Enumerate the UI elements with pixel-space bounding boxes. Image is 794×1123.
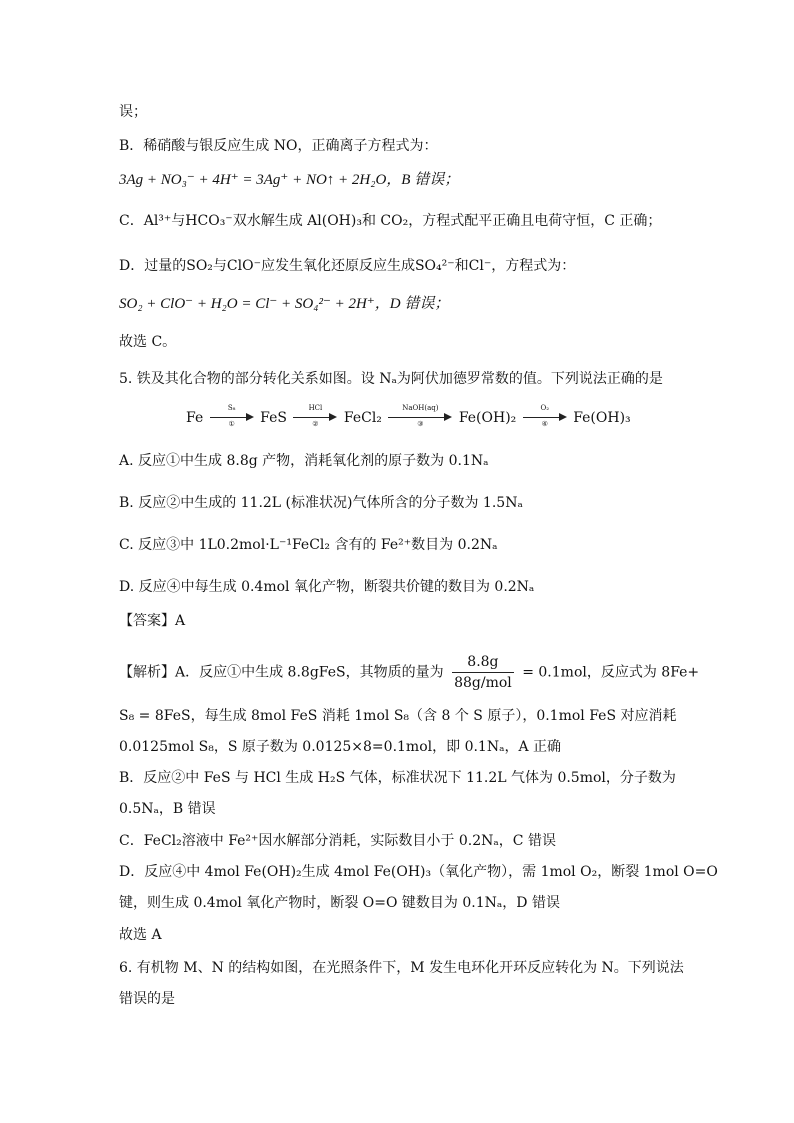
- explanation-line: B．反应②中 FeS 与 HCl 生成 H₂S 气体，标准状况下 11.2L 气体为 0.5mol，分子数为: [119, 770, 676, 786]
- explanation-line: [119, 652, 699, 693]
- reaction-arrow-3: [388, 404, 452, 428]
- explanation-text: 【解析】A．反应①中生成 8.8gFeS，其物质的量为: [119, 664, 444, 681]
- scheme-species: FeCl₂: [343, 410, 382, 426]
- equation-line: 3Ag + NO₃⁻ + 4H⁺ = 3Ag⁺ + NO↑ + 2H₂O，B 错误；: [119, 172, 460, 188]
- fraction: [452, 652, 514, 693]
- explanation-line: 故选 A: [119, 927, 162, 943]
- scheme-species: Fe: [186, 410, 204, 426]
- explanation-line: S₈ = 8FeS，每生成 8mol FeS 消耗 1mol S₈（含 8 个 S 原子），0.1mol FeS 对应消耗: [119, 708, 677, 724]
- answer-label: 【答案】A: [119, 613, 186, 629]
- arrow-step-number: ③: [417, 420, 424, 428]
- reaction-arrow-1: [210, 404, 254, 428]
- arrow-shaft: [293, 417, 331, 418]
- arrow-step-number: ①: [228, 420, 235, 428]
- reaction-arrow-2: [293, 404, 337, 428]
- explanation-line: 0.0125mol S₈，S 原子数为 0.0125×8=0.1mol，即 0.1Nₐ，A 正确: [119, 739, 562, 755]
- text-line: B．稀硝酸与银反应生成 NO，正确离子方程式为：: [119, 138, 438, 154]
- arrow-shaft: [523, 417, 561, 418]
- explanation-line: 0.5Nₐ，B 错误: [119, 801, 216, 817]
- explanation-text: = 0.1mol，反应式为 8Fe+: [522, 664, 700, 681]
- text-line: C．Al³⁺与HCO₃⁻双水解生成 Al(OH)₃和 CO₂，方程式配平正确且电荷守恒，C 正确；: [119, 213, 662, 229]
- fraction-numerator: 8.8g: [452, 652, 514, 673]
- question-6-stem: 错误的是: [119, 991, 175, 1007]
- question-5-stem: 5. 铁及其化合物的部分转化关系如图。设 Nₐ为阿伏加德罗常数的值。下列说法正确的是: [119, 371, 663, 387]
- fraction-denominator: 88g/mol: [454, 675, 512, 691]
- arrow-step-number: ②: [312, 420, 319, 428]
- arrow-reagent: O₂: [540, 404, 550, 412]
- option-c: C. 反应③中 1L0.2mol·L⁻¹FeCl₂ 含有的 Fe²⁺数目为 0.2Nₐ: [119, 537, 498, 553]
- reaction-arrow-4: [523, 404, 567, 428]
- arrow-shaft: [210, 417, 248, 418]
- text-line: 误；: [119, 104, 147, 120]
- scheme-species: Fe(OH)₂: [458, 410, 517, 426]
- explanation-line: 键，则生成 0.4mol 氧化产物时，断裂 O=O 键数目为 0.1Nₐ，D 错误: [119, 895, 560, 911]
- equation-line: SO₂ + ClO⁻ + H₂O = Cl⁻ + SO₄²⁻ + 2H⁺，D 错误；: [119, 296, 450, 312]
- arrow-reagent: HCl: [308, 404, 323, 412]
- text-line: 故选 C。: [119, 334, 177, 350]
- reaction-scheme: [186, 404, 631, 428]
- text-line: D．过量的SO₂与ClO⁻应发生氧化还原反应生成SO₄²⁻和Cl⁻，方程式为：: [119, 258, 576, 274]
- option-d: D. 反应④中每生成 0.4mol 氧化产物，断裂共价键的数目为 0.2Nₐ: [119, 579, 535, 595]
- scheme-species: Fe(OH)₃: [573, 410, 631, 426]
- arrow-shaft: [388, 417, 446, 418]
- arrow-reagent: S₈: [227, 404, 236, 412]
- explanation-line: D．反应④中 4mol Fe(OH)₂生成 4mol Fe(OH)₃（氧化产物），需 1mol O₂，断裂 1mol O=O: [119, 864, 718, 880]
- explanation-line: C．FeCl₂溶液中 Fe²⁺因水解部分消耗，实际数目小于 0.2Nₐ，C 错误: [119, 833, 556, 849]
- arrow-step-number: ④: [541, 420, 548, 428]
- scheme-species: FeS: [260, 410, 287, 426]
- option-a: A. 反应①中生成 8.8g 产物，消耗氧化剂的原子数为 0.1Nₐ: [119, 453, 489, 469]
- arrow-reagent: NaOH(aq): [402, 404, 439, 412]
- question-6-stem: 6. 有机物 M、N 的结构如图，在光照条件下，M 发生电环化开环反应转化为 N。下列说法: [119, 960, 684, 976]
- option-b: B. 反应②中生成的 11.2L (标准状况)气体所含的分子数为 1.5Nₐ: [119, 495, 523, 511]
